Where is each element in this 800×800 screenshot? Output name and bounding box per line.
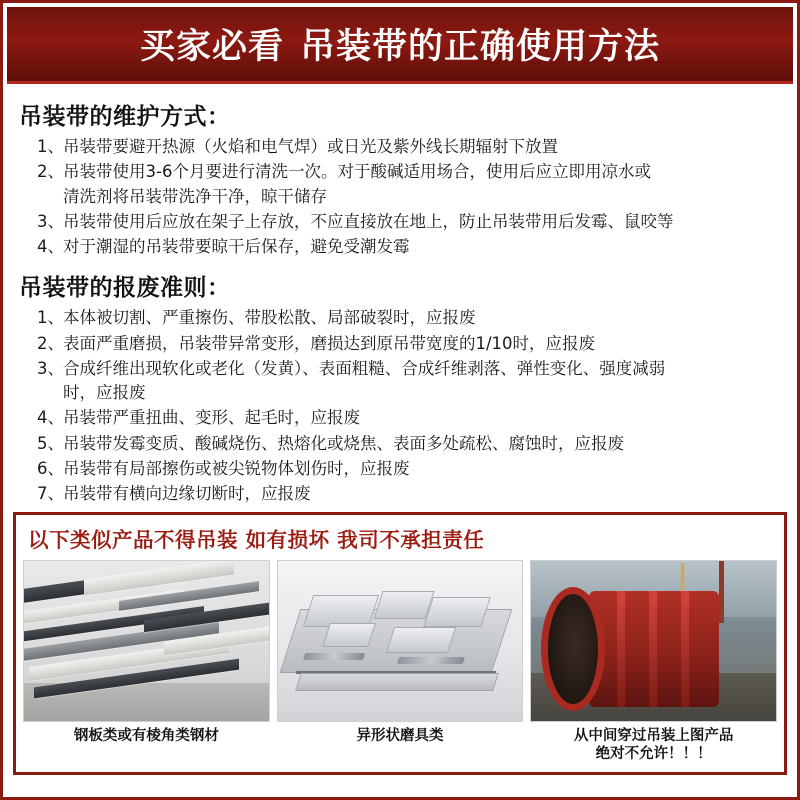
list-item	[17, 235, 783, 259]
list-item-text-line2: 时，应报废	[63, 383, 146, 402]
cylinder-rib	[617, 591, 625, 707]
list-item-text-line1: 吊装带使用3-6个月要进行清洗一次。对于酸碱适用场合，使用后应立即用凉水或	[63, 162, 651, 182]
photo-cell-mould	[278, 560, 523, 763]
list-item	[17, 160, 783, 209]
cylinder-rib	[681, 591, 689, 707]
photo-cell-steel-plates	[24, 560, 269, 763]
mould-plinth	[295, 673, 499, 691]
mould-block	[322, 623, 376, 647]
scrap-criteria-list	[17, 306, 783, 506]
list-item-text: 吊装带严重扭曲、变形、起毛时，应报废	[63, 408, 360, 428]
list-item	[17, 210, 783, 234]
list-item-number: 3、	[37, 358, 64, 378]
cylinder-mould-photo	[530, 560, 777, 722]
mould-pin	[397, 657, 465, 664]
maintenance-list	[17, 135, 783, 259]
list-item	[17, 482, 783, 506]
section-spacer	[17, 261, 783, 265]
list-item-text: 吊装带使用后应放在架子上存放，不应直接放在地上，防止吊装带用后发霉、鼠咬等	[63, 211, 674, 231]
list-item	[17, 406, 783, 430]
mould-pin	[303, 653, 365, 660]
list-item-text-line1: 合成纤维出现软化或老化（发黄）、表面粗糙、合成纤维剥落、弹性变化、强度减弱	[63, 358, 666, 378]
photo-caption	[574, 727, 734, 763]
list-item-number: 4、	[37, 408, 64, 428]
steel-plates-photo	[23, 560, 270, 722]
section-title-maintenance: 吊装带的维护方式：	[19, 104, 231, 130]
photo-caption-line2: 绝对不允许！！！	[595, 746, 712, 763]
list-item-text	[63, 357, 783, 406]
header-banner	[7, 7, 793, 84]
list-item-number: 4、	[37, 237, 64, 256]
list-item-number: 6、	[37, 458, 64, 478]
photo-caption-line1: 钢板类或有棱角类钢材	[73, 728, 219, 745]
mould-block	[373, 591, 434, 619]
list-item	[17, 332, 783, 356]
list-item-number: 2、	[37, 162, 64, 182]
warning-title: 以下类似产品不得吊装 如有损坏 我司不承担责任	[28, 528, 485, 553]
list-item-text-line2: 清洗剂将吊装带洗净干净，晾干储存	[63, 186, 327, 206]
mould-block	[385, 627, 455, 653]
list-item	[17, 457, 783, 481]
section-title-scrap-criteria: 吊装带的报废准则：	[19, 275, 231, 302]
list-item-text: 吊装带发霉变质、酸碱烧伤、热熔化或烧焦、表面多处疏松、腐蚀时，应报废	[63, 433, 624, 453]
list-item-text: 对于潮湿的吊装带要晾干后保存，避免受潮发霉	[63, 237, 410, 256]
list-item-number: 7、	[37, 484, 64, 503]
list-item-number: 1、	[37, 137, 64, 156]
list-item	[17, 357, 783, 406]
photo-row	[24, 560, 776, 763]
list-item-number: 1、	[37, 308, 64, 328]
list-item-text: 吊装带要避开热源（火焰和电气焊）或日光及紫外线长期辐射下放置	[63, 137, 558, 156]
list-item-text: 吊装带有横向边缘切断时，应报废	[63, 484, 311, 503]
warning-box	[13, 512, 787, 774]
list-item	[17, 432, 783, 456]
photo-caption-line1: 异形状磨具类	[356, 728, 444, 745]
page-title	[140, 19, 660, 69]
header-lead-text: 买家必看	[139, 27, 284, 67]
photo-caption-line1: 从中间穿过吊装上图产品	[573, 728, 734, 745]
photo-caption	[74, 727, 219, 745]
support-pole	[719, 561, 724, 623]
list-item-text: 吊装带有局部擦伤或被尖锐物体划伤时，应报废	[63, 458, 410, 478]
list-item	[17, 135, 783, 159]
list-item-number: 3、	[37, 211, 64, 231]
list-item-text: 表面严重磨损，吊装带异常变形，磨损达到原吊带宽度的1/10时，应报废	[63, 333, 596, 353]
list-item-text: 本体被切割、严重擦伤、带股松散、局部破裂时，应报废	[63, 308, 476, 328]
photo-caption	[357, 727, 444, 745]
cylinder-rib	[649, 591, 657, 707]
mould-block	[423, 597, 491, 627]
photo-cell-cylinder	[531, 560, 776, 763]
mould-photo	[277, 560, 524, 722]
list-item-text	[63, 160, 783, 209]
header-main-text: 吊装带的正确使用方法	[300, 27, 661, 67]
list-item	[17, 306, 783, 330]
list-item-number: 5、	[37, 433, 64, 453]
content-area	[3, 84, 797, 506]
list-item-number: 2、	[37, 333, 64, 353]
